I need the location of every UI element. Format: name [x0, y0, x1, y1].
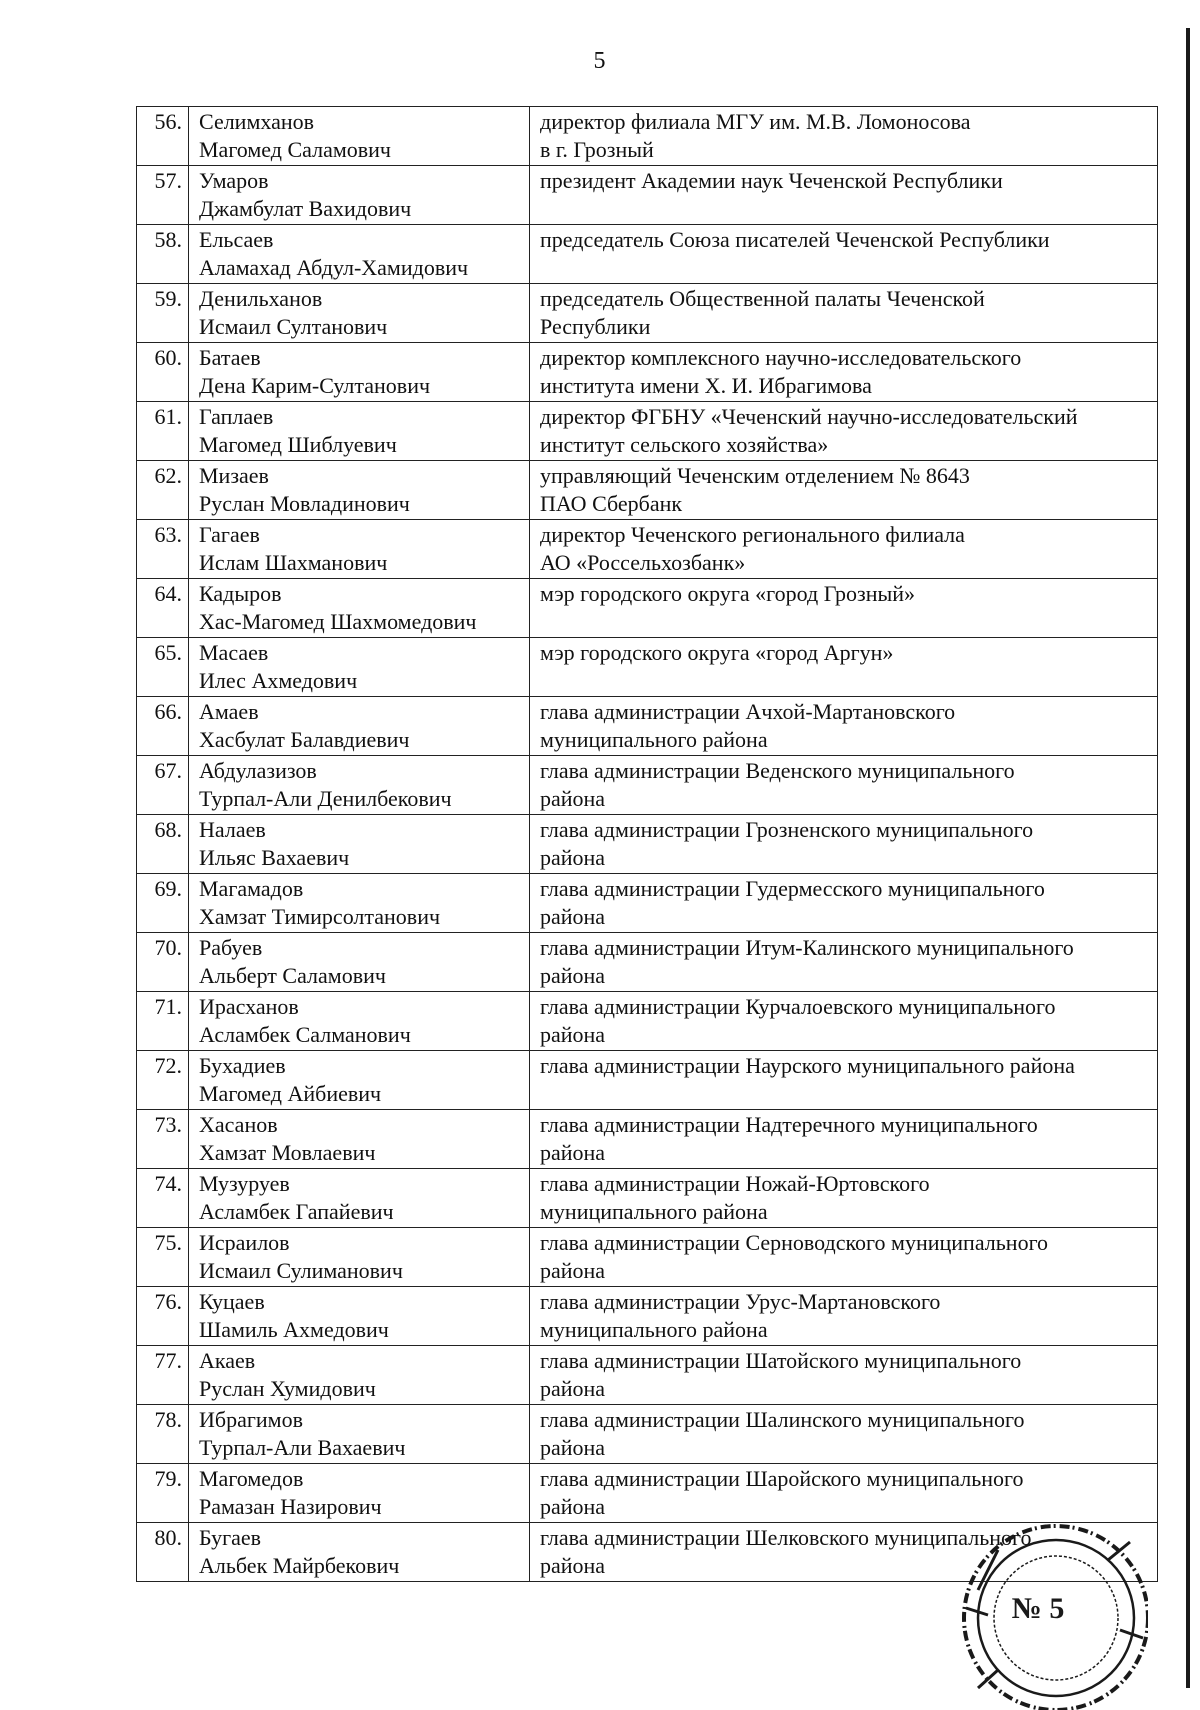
position-line: мэр городского округа «город Аргун» — [540, 640, 894, 665]
person-name-line: Кадыров — [199, 581, 282, 606]
position-line: района — [540, 786, 606, 811]
position-line: глава администрации Серноводского муниципального — [540, 1230, 1049, 1255]
person-name-line: Исмаил Сулиманович — [199, 1258, 403, 1283]
members-table-body — [137, 107, 1158, 1582]
person-name-cell — [189, 1346, 530, 1405]
person-name-line: Куцаев — [199, 1289, 265, 1314]
row-number: 74. — [137, 1169, 189, 1228]
position-line: района — [540, 1494, 606, 1519]
position-cell — [530, 579, 1158, 638]
person-name-line: Шамиль Ахмедович — [199, 1317, 389, 1342]
position-cell — [530, 1287, 1158, 1346]
row-number: 63. — [137, 520, 189, 579]
person-name-cell — [189, 1464, 530, 1523]
position-line: района — [540, 1258, 606, 1283]
position-line: Республики — [540, 314, 651, 339]
position-line: института имени Х. И. Ибрагимова — [540, 373, 872, 398]
position-cell — [530, 343, 1158, 402]
position-line: района — [540, 1140, 606, 1165]
row-number: 59. — [137, 284, 189, 343]
person-name-cell — [189, 343, 530, 402]
person-name-line: Хасанов — [199, 1112, 278, 1137]
position-line: глава администрации Наурского муниципального района — [540, 1053, 1075, 1078]
position-cell — [530, 874, 1158, 933]
position-cell — [530, 815, 1158, 874]
person-name-line: Дена Карим-Султанович — [199, 373, 431, 398]
table-row — [137, 166, 1158, 225]
position-line: района — [540, 1553, 606, 1578]
person-name-line: Турпал-Али Вахаевич — [199, 1435, 406, 1460]
position-line: глава администрации Грозненского муниципального — [540, 817, 1034, 842]
position-line: района — [540, 1376, 606, 1401]
table-row — [137, 874, 1158, 933]
position-line: директор Чеченского регионального филиала — [540, 522, 965, 547]
table-row — [137, 520, 1158, 579]
person-name-cell — [189, 579, 530, 638]
table-row — [137, 1464, 1158, 1523]
position-line: директор комплексного научно-исследовательского — [540, 345, 1022, 370]
person-name-line: Аламахад Абдул-Хамидович — [199, 255, 469, 280]
position-line: района — [540, 845, 606, 870]
position-cell — [530, 520, 1158, 579]
row-number: 65. — [137, 638, 189, 697]
person-name-line: Налаев — [199, 817, 266, 842]
person-name-cell — [189, 756, 530, 815]
row-number: 60. — [137, 343, 189, 402]
person-name-line: Магомед Шиблуевич — [199, 432, 397, 457]
position-cell — [530, 992, 1158, 1051]
row-number: 71. — [137, 992, 189, 1051]
position-line: глава администрации Гудермесского муниципального — [540, 876, 1045, 901]
position-line: глава администрации Итум-Калинского муниципального — [540, 935, 1074, 960]
page-number: 5 — [593, 48, 607, 74]
person-name-line: Денильханов — [199, 286, 323, 311]
position-line: АО «Россельхозбанк» — [540, 550, 746, 575]
position-line: муниципального района — [540, 1199, 768, 1224]
position-cell — [530, 402, 1158, 461]
person-name-cell — [189, 1287, 530, 1346]
row-number: 78. — [137, 1405, 189, 1464]
person-name-line: Ибрагимов — [199, 1407, 303, 1432]
position-cell — [530, 166, 1158, 225]
table-row — [137, 933, 1158, 992]
position-line: ПАО Сбербанк — [540, 491, 683, 516]
person-name-line: Гагаев — [199, 522, 260, 547]
person-name-line: Магомед Айбиевич — [199, 1081, 382, 1106]
position-cell — [530, 933, 1158, 992]
row-number: 69. — [137, 874, 189, 933]
table-row — [137, 1110, 1158, 1169]
person-name-line: Ельсаев — [199, 227, 274, 252]
person-name-cell — [189, 1169, 530, 1228]
person-name-cell — [189, 166, 530, 225]
person-name-cell — [189, 1523, 530, 1582]
person-name-cell — [189, 461, 530, 520]
person-name-line: Бугаев — [199, 1525, 262, 1550]
position-line: глава администрации Ножай-Юртовского — [540, 1171, 930, 1196]
position-line: района — [540, 1435, 606, 1460]
table-row — [137, 1169, 1158, 1228]
person-name-line: Хамзат Тимирсолтанович — [199, 904, 441, 929]
person-name-line: Хасбулат Балавдиевич — [199, 727, 410, 752]
position-line: глава администрации Ачхой-Мартановского — [540, 699, 956, 724]
person-name-line: Батаев — [199, 345, 261, 370]
position-line: района — [540, 1022, 606, 1047]
row-number: 79. — [137, 1464, 189, 1523]
person-name-line: Хас-Магомед Шахмомедович — [199, 609, 477, 634]
position-line: управляющий Чеченским отделением № 8643 — [540, 463, 970, 488]
position-line: глава администрации Шатойского муниципального — [540, 1348, 1022, 1373]
person-name-cell — [189, 1228, 530, 1287]
position-cell — [530, 1051, 1158, 1110]
person-name-line: Асламбек Салманович — [199, 1022, 411, 1047]
table-row — [137, 697, 1158, 756]
row-number: 57. — [137, 166, 189, 225]
table-row — [137, 1346, 1158, 1405]
person-name-line: Гаплаев — [199, 404, 274, 429]
person-name-line: Хамзат Мовлаевич — [199, 1140, 376, 1165]
position-cell — [530, 284, 1158, 343]
table-row — [137, 284, 1158, 343]
position-line: глава администрации Надтеречного муниципального — [540, 1112, 1038, 1137]
person-name-line: Абдулазизов — [199, 758, 317, 783]
table-row — [137, 461, 1158, 520]
table-row — [137, 1051, 1158, 1110]
person-name-line: Асламбек Гапайевич — [199, 1199, 394, 1224]
person-name-cell — [189, 225, 530, 284]
table-row — [137, 638, 1158, 697]
person-name-line: Рамазан Назирович — [199, 1494, 382, 1519]
table-row — [137, 815, 1158, 874]
person-name-line: Джамбулат Вахидович — [199, 196, 412, 221]
person-name-cell — [189, 284, 530, 343]
table-row — [137, 992, 1158, 1051]
person-name-line: Исраилов — [199, 1230, 290, 1255]
table-row — [137, 343, 1158, 402]
person-name-line: Исмаил Султанович — [199, 314, 388, 339]
position-cell — [530, 1169, 1158, 1228]
person-name-line: Рабуев — [199, 935, 263, 960]
position-line: в г. Грозный — [540, 137, 654, 162]
row-number: 56. — [137, 107, 189, 166]
position-line: институт сельского хозяйства» — [540, 432, 829, 457]
table-row — [137, 1287, 1158, 1346]
position-line: глава администрации Урус-Мартановского — [540, 1289, 941, 1314]
person-name-line: Руслан Хумидович — [199, 1376, 376, 1401]
position-line: глава администрации Шалинского муниципального — [540, 1407, 1025, 1432]
members-table — [136, 106, 1158, 1582]
person-name-line: Акаев — [199, 1348, 256, 1373]
person-name-cell — [189, 815, 530, 874]
person-name-cell — [189, 402, 530, 461]
row-number: 75. — [137, 1228, 189, 1287]
row-number: 73. — [137, 1110, 189, 1169]
position-line: президент Академии наук Чеченской Республики — [540, 168, 1003, 193]
position-line: глава администрации Шелковского муниципального — [540, 1525, 1032, 1550]
person-name-line: Илес Ахмедович — [199, 668, 358, 693]
person-name-line: Руслан Мовладинович — [199, 491, 410, 516]
seal-icon — [958, 1520, 1148, 1710]
person-name-cell — [189, 933, 530, 992]
position-line: глава администрации Курчалоевского муниципального — [540, 994, 1056, 1019]
position-cell — [530, 1464, 1158, 1523]
position-cell — [530, 638, 1158, 697]
person-name-line: Ильяс Вахаевич — [199, 845, 350, 870]
person-name-line: Музуруев — [199, 1171, 290, 1196]
position-line: муниципального района — [540, 727, 768, 752]
person-name-line: Масаев — [199, 640, 269, 665]
row-number: 64. — [137, 579, 189, 638]
person-name-line: Умаров — [199, 168, 269, 193]
table-row — [137, 1405, 1158, 1464]
person-name-line: Альбек Майрбекович — [199, 1553, 400, 1578]
position-line: глава администрации Веденского муниципального — [540, 758, 1015, 783]
person-name-line: Ирасханов — [199, 994, 299, 1019]
position-cell — [530, 225, 1158, 284]
table-row — [137, 579, 1158, 638]
position-line: директор филиала МГУ им. М.В. Ломоносова — [540, 109, 971, 134]
person-name-line: Мизаев — [199, 463, 269, 488]
person-name-cell — [189, 520, 530, 579]
row-number: 58. — [137, 225, 189, 284]
position-cell — [530, 756, 1158, 815]
person-name-cell — [189, 992, 530, 1051]
person-name-line: Селимханов — [199, 109, 315, 134]
row-number: 72. — [137, 1051, 189, 1110]
scan-edge-line — [1186, 28, 1190, 1688]
position-line: муниципального района — [540, 1317, 768, 1342]
row-number: 62. — [137, 461, 189, 520]
position-line: председатель Общественной палаты Чеченской — [540, 286, 985, 311]
row-number: 66. — [137, 697, 189, 756]
position-cell — [530, 1110, 1158, 1169]
person-name-cell — [189, 1110, 530, 1169]
table-row — [137, 402, 1158, 461]
table-row — [137, 756, 1158, 815]
position-cell — [530, 697, 1158, 756]
person-name-cell — [189, 1051, 530, 1110]
person-name-cell — [189, 1405, 530, 1464]
position-cell — [530, 461, 1158, 520]
row-number: 80. — [137, 1523, 189, 1582]
row-number: 76. — [137, 1287, 189, 1346]
row-number: 67. — [137, 756, 189, 815]
row-number: 77. — [137, 1346, 189, 1405]
position-line: директор ФГБНУ «Чеченский научно-исследовательский — [540, 404, 1078, 429]
position-cell — [530, 1405, 1158, 1464]
position-cell — [530, 1346, 1158, 1405]
person-name-line: Магомедов — [199, 1466, 304, 1491]
person-name-cell — [189, 107, 530, 166]
position-line: глава администрации Шаройского муниципального — [540, 1466, 1024, 1491]
row-number: 70. — [137, 933, 189, 992]
position-cell — [530, 107, 1158, 166]
person-name-cell — [189, 874, 530, 933]
position-cell — [530, 1228, 1158, 1287]
position-line: района — [540, 904, 606, 929]
person-name-cell — [189, 697, 530, 756]
person-name-line: Альберт Саламович — [199, 963, 386, 988]
person-name-line: Магамадов — [199, 876, 304, 901]
person-name-cell — [189, 638, 530, 697]
table-row — [137, 225, 1158, 284]
person-name-line: Бухадиев — [199, 1053, 286, 1078]
position-line: района — [540, 963, 606, 988]
person-name-line: Амаев — [199, 699, 259, 724]
table-row — [137, 1228, 1158, 1287]
table-row — [137, 107, 1158, 166]
position-line: председатель Союза писателей Чеченской Республики — [540, 227, 1050, 252]
stamp-number: № 5 — [1011, 1592, 1065, 1625]
row-number: 61. — [137, 402, 189, 461]
position-line: мэр городского округа «город Грозный» — [540, 581, 916, 606]
row-number: 68. — [137, 815, 189, 874]
person-name-line: Турпал-Али Денилбекович — [199, 786, 452, 811]
person-name-line: Магомед Саламович — [199, 137, 391, 162]
person-name-line: Ислам Шахманович — [199, 550, 388, 575]
